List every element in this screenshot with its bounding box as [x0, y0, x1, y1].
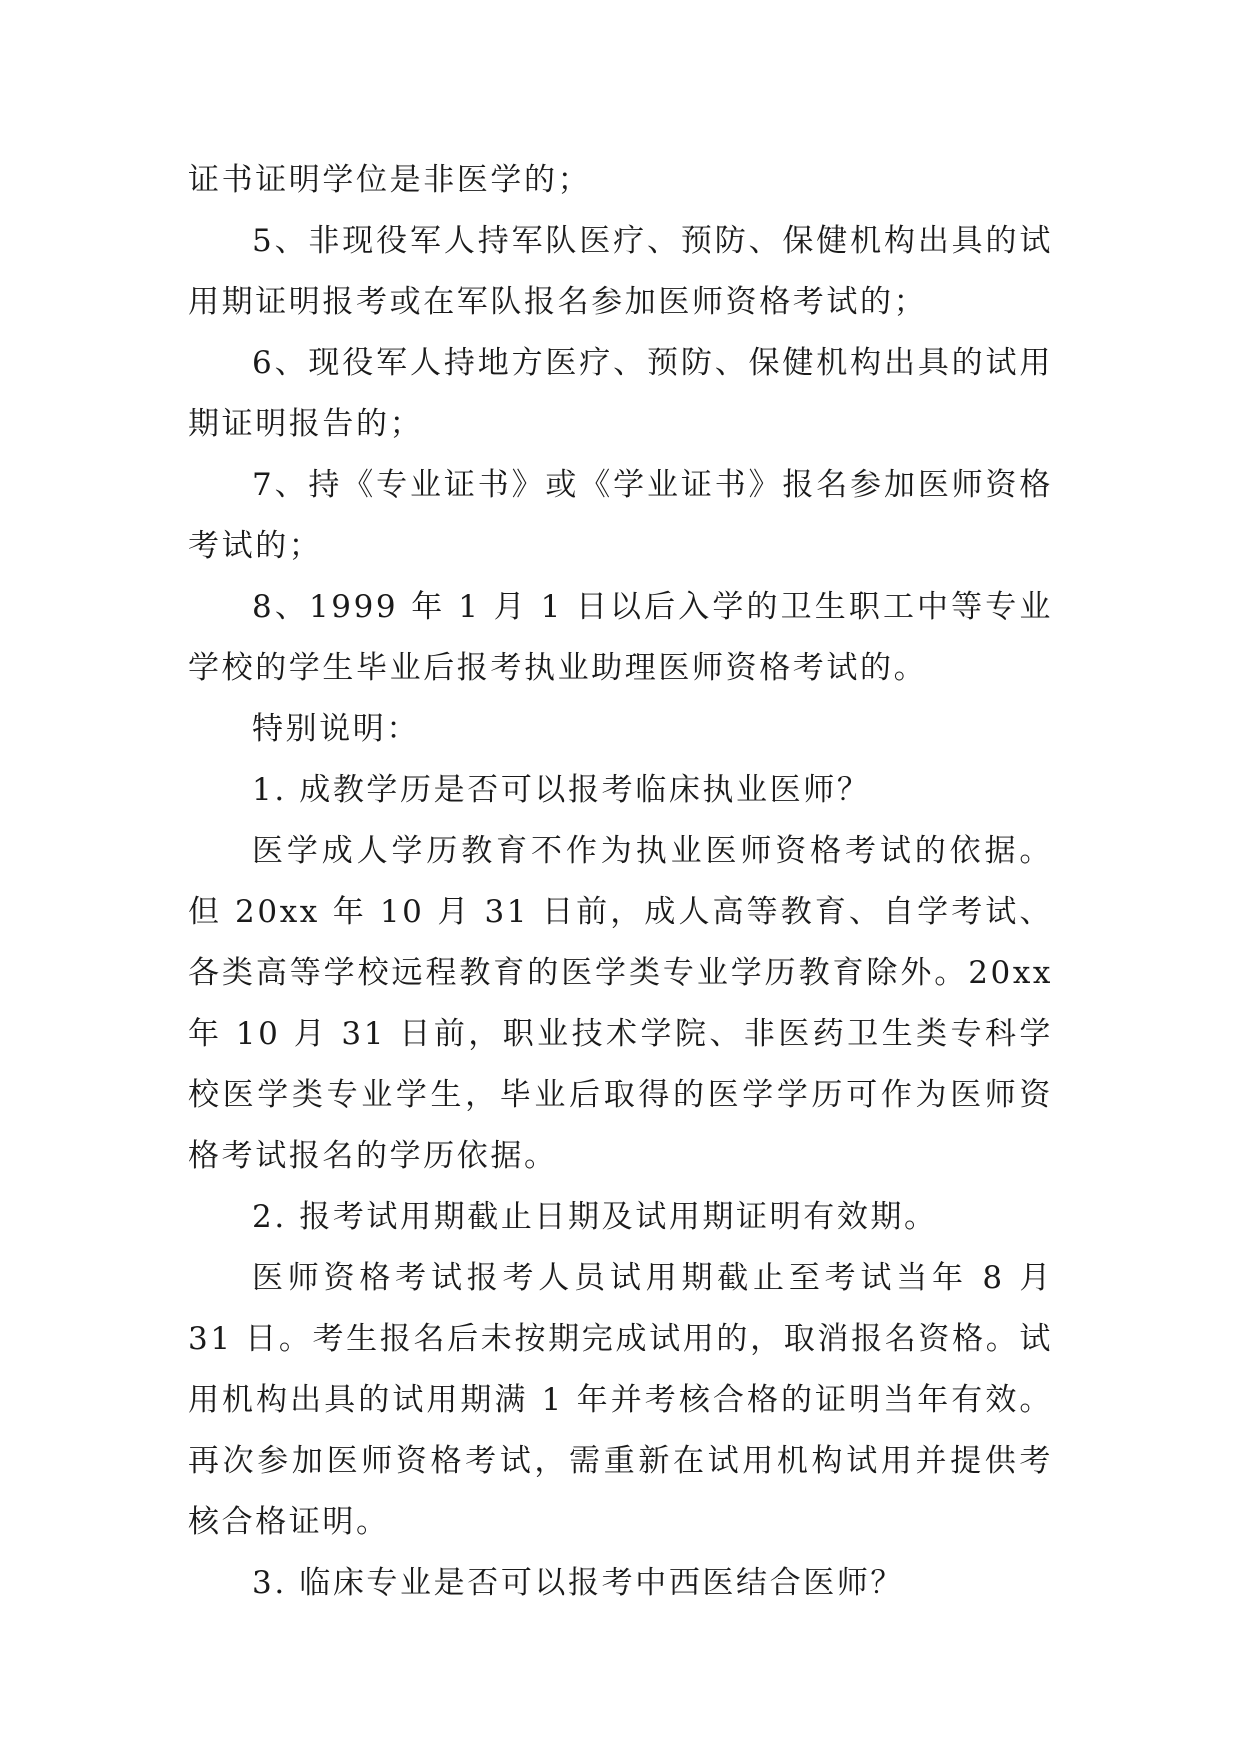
question-3: 3. 临床专业是否可以报考中西医结合医师？: [252, 1565, 905, 1601]
paragraph-item-8: 8、1999 年 1 月 1 日以后入学的卫生职工中等专业学校的学生毕业后报考执业助理医师资格考试的。: [188, 589, 1053, 686]
paragraph-item-5: 5、非现役军人持军队医疗、预防、保健机构出具的试用期证明报考或在军队报名参加医师资格考试的；: [188, 223, 1053, 320]
paragraph-degree-note: 证书证明学位是非医学的；: [188, 162, 592, 198]
document-body: [188, 150, 1053, 1614]
answer-2: 医师资格考试报考人员试用期截止至考试当年 8 月 31 日。考生报名后未按期完成试用的，取消报名资格。试用机构出具的试用期满 1 年并考核合格的证明当年有效。再次参加医师资格考试，需重新在试用机构试用并提供考核合格证明。: [188, 1260, 1053, 1540]
question-1: 1. 成教学历是否可以报考临床执业医师？: [252, 772, 871, 808]
special-notes-heading: 特别说明：: [252, 711, 420, 747]
paragraph-item-7: 7、持《专业证书》或《学业证书》报名参加医师资格考试的；: [188, 467, 1053, 564]
answer-1: 医学成人学历教育不作为执业医师资格考试的依据。但 20xx 年 10 月 31 日前，成人高等教育、自学考试、各类高等学校远程教育的医学类专业学历教育除外。20xx 年 10 月 31 日前，职业技术学院、非医药卫生类专科学校医学类专业学生，毕业后取得的医学学历可作为医师资格考试报名的学历依据。: [188, 833, 1053, 1174]
paragraph-item-6: 6、现役军人持地方医疗、预防、保健机构出具的试用期证明报告的；: [188, 345, 1053, 442]
question-2: 2. 报考试用期截止日期及试用期证明有效期。: [252, 1199, 938, 1235]
